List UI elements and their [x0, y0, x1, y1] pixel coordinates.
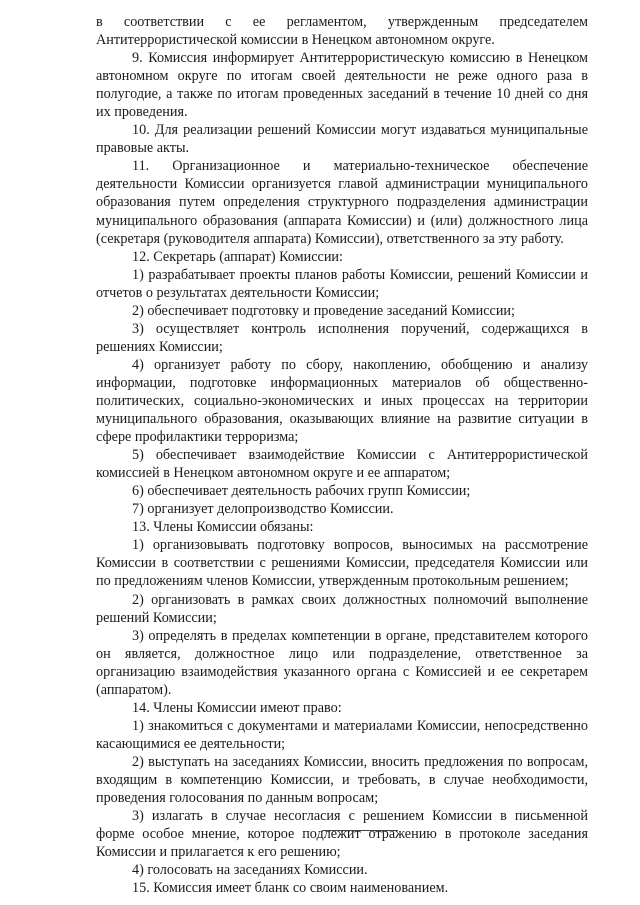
end-of-document-rule [322, 830, 398, 831]
paragraph-item-12-7: 7) организует делопроизводство Комиссии. [132, 501, 394, 518]
paragraph-item-14-1: 1) знакомиться с документами и материалами Комиссии, непосредственно касающимися ее деятельности; [96, 717, 588, 752]
paragraph-item-12-6: 6) обеспечивает деятельность рабочих групп Комиссии; [132, 483, 471, 500]
document-page [96, 13, 588, 897]
paragraph-item-12-5: 5) обеспечивает взаимодействие Комиссии с Антитеррористической комиссией в Ненецком автономном округе и ее аппаратом; [96, 447, 588, 482]
paragraph-item-12-1: 1) разрабатывает проекты планов работы Комиссии, решений Комиссии и отчетов о результатах деятельности Комиссии; [96, 266, 588, 301]
paragraph-item-12-heading: 12. Секретарь (аппарат) Комиссии: [132, 248, 343, 265]
paragraph-item-9: 9. Комиссия информирует Антитеррористическую комиссию в Ненецком автономном округе по итогам своей деятельности не реже одного раза в полугодие, а также по итогам проведенных заседаний в течение 10 дней со дня их проведения. [96, 50, 588, 121]
paragraph-item-14-4: 4) голосовать на заседаниях Комиссии. [132, 862, 368, 879]
paragraph-item-13-3: 3) определять в пределах компетенции в органе, представителем которого он является, должностное лицо или подразделение, ответственное за организацию взаимодействия указанного органа с Комиссией и ее секретарем (аппаратом). [96, 627, 588, 698]
paragraph-item-14-heading: 14. Члены Комиссии имеют право: [132, 699, 342, 716]
paragraph-continuation: в соответствии с ее регламентом, утвержденным председателем Антитеррористической комиссии в Ненецком автономном округе. [96, 14, 588, 49]
paragraph-item-13-heading: 13. Члены Комиссии обязаны: [132, 519, 314, 536]
paragraph-item-14-3: 3) излагать в случае несогласия с решением Комиссии в письменной форме особое мнение, которое подлежит отражению в протоколе заседания Комиссии и прилагается к его решению; [96, 808, 588, 861]
paragraph-item-12-3: 3) осуществляет контроль исполнения поручений, содержащихся в решениях Комиссии; [96, 320, 588, 355]
paragraph-item-12-4: 4) организует работу по сбору, накоплению, обобщению и анализу информации, подготовке информационных материалов об общественно-политических, социально-экономических и иных процессах на территории муниципального образования, оказывающих влияние на развитие ситуации в сфере профилактики терроризма; [96, 356, 588, 446]
paragraph-item-14-2: 2) выступать на заседаниях Комиссии, вносить предложения по вопросам, входящим в компетенцию Комиссии, и требовать, в случае необходимости, проведения голосования по данным вопросам; [96, 753, 588, 807]
paragraph-item-13-1: 1) организовывать подготовку вопросов, выносимых на рассмотрение Комиссии в соответствии с решениями Комиссии, председателя Комиссии или по предложениям членов Комиссии, утвержденным протокольным решением; [96, 537, 588, 590]
paragraph-item-15: 15. Комиссия имеет бланк со своим наименованием. [132, 880, 449, 897]
paragraph-item-12-2: 2) обеспечивает подготовку и проведение заседаний Комиссии; [132, 302, 515, 319]
paragraph-item-10: 10. Для реализации решений Комиссии могут издаваться муниципальные правовые акты. [96, 122, 588, 157]
paragraph-item-11: 11. Организационное и материально-техническое обеспечение деятельности Комиссии организуется главой администрации муниципального образования путем определения структурного подразделения администрации муниципального образования (аппарата Комиссии) и (или) должностного лица (секретаря (руководителя аппарата) Комиссии), ответственного за эту работу. [96, 158, 588, 247]
paragraph-item-13-2: 2) организовать в рамках своих должностных полномочий выполнение решений Комиссии; [96, 591, 588, 626]
